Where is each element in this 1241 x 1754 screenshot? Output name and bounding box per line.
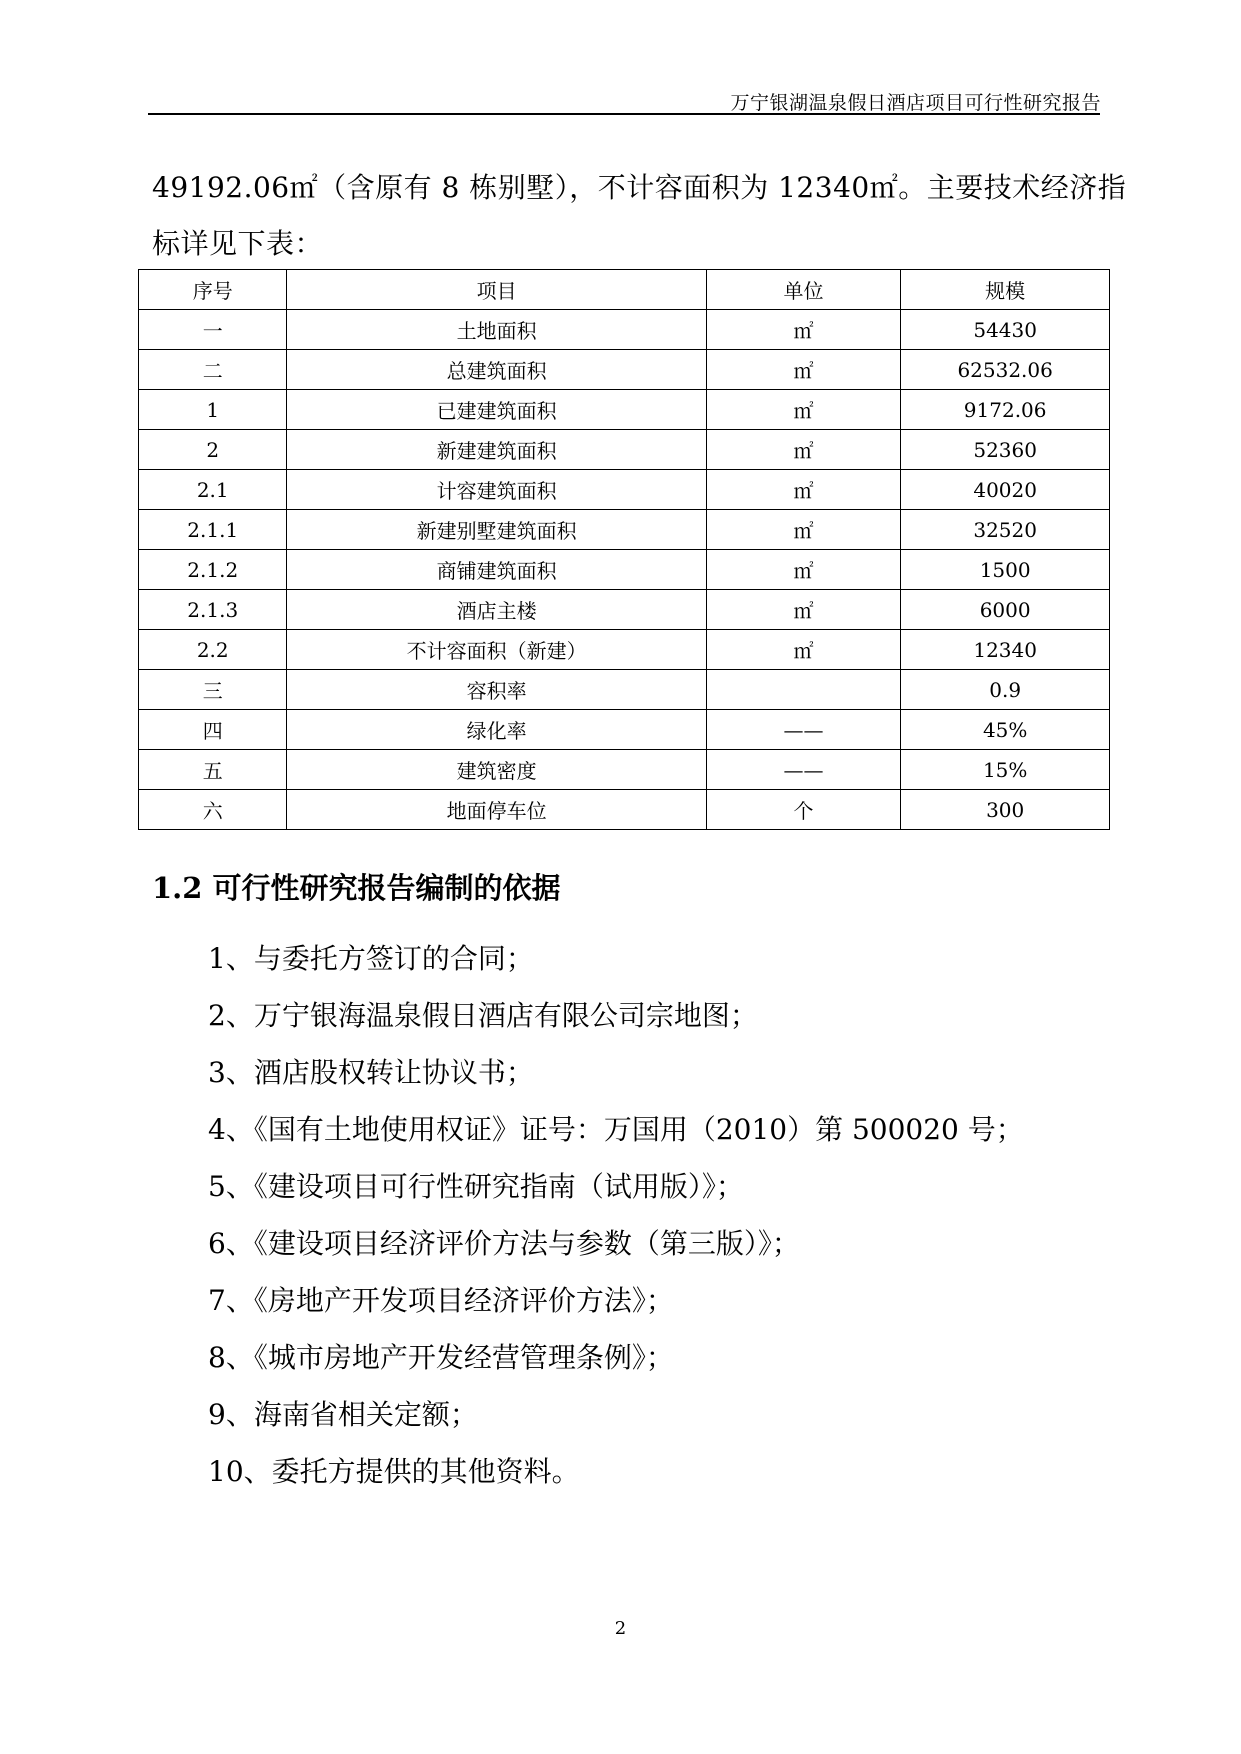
page-number: 2 xyxy=(614,1618,627,1639)
list-item: 4、《国有土地使用权证》证号：万国用（2010）第 500020 号； xyxy=(208,1113,1024,1146)
cell-scale: 45% xyxy=(901,710,1110,750)
list-item: 10、委托方提供的其他资料。 xyxy=(208,1455,580,1488)
cell-item: 土地面积 xyxy=(287,310,706,350)
technical-economic-indicators-table xyxy=(138,269,1110,830)
table-row xyxy=(139,390,1110,430)
table-row xyxy=(139,750,1110,790)
list-item: 2、万宁银海温泉假日酒店有限公司宗地图； xyxy=(208,999,758,1032)
cell-item: 不计容面积（新建） xyxy=(287,630,706,670)
cell-number: 2.1.3 xyxy=(139,590,287,630)
cell-unit: ㎡ xyxy=(706,550,901,590)
column-header-number: 序号 xyxy=(139,270,287,310)
cell-number: 五 xyxy=(139,750,287,790)
list-item: 1、与委托方签订的合同； xyxy=(208,942,534,975)
cell-unit xyxy=(706,670,901,710)
basis-list xyxy=(208,930,1024,1500)
cell-item: 地面停车位 xyxy=(287,790,706,830)
intro-line-2: 标详见下表： xyxy=(152,227,324,260)
list-item: 6、《建设项目经济评价方法与参数（第三版）》； xyxy=(208,1227,800,1260)
table-row xyxy=(139,430,1110,470)
list-item: 7、《房地产开发项目经济评价方法》； xyxy=(208,1284,674,1317)
table-header-row xyxy=(139,270,1110,310)
cell-number: 2.1.2 xyxy=(139,550,287,590)
cell-unit: ㎡ xyxy=(706,470,901,510)
cell-item: 建筑密度 xyxy=(287,750,706,790)
cell-scale: 15% xyxy=(901,750,1110,790)
table-row xyxy=(139,790,1110,830)
cell-unit: ㎡ xyxy=(706,630,901,670)
cell-unit: ㎡ xyxy=(706,510,901,550)
cell-item: 计容建筑面积 xyxy=(287,470,706,510)
cell-scale: 0.9 xyxy=(901,670,1110,710)
cell-unit: ㎡ xyxy=(706,310,901,350)
table-row xyxy=(139,630,1110,670)
cell-number: 四 xyxy=(139,710,287,750)
cell-scale: 54430 xyxy=(901,310,1110,350)
intro-paragraph xyxy=(152,160,1127,272)
cell-scale: 9172.06 xyxy=(901,390,1110,430)
intro-line-1: 49192.06㎡（含原有 8 栋别墅），不计容面积为 12340㎡。主要技术经济指 xyxy=(152,171,1127,204)
cell-scale: 40020 xyxy=(901,470,1110,510)
table-row xyxy=(139,510,1110,550)
table-row xyxy=(139,670,1110,710)
cell-item: 容积率 xyxy=(287,670,706,710)
cell-scale: 32520 xyxy=(901,510,1110,550)
column-header-unit: 单位 xyxy=(706,270,901,310)
cell-scale: 12340 xyxy=(901,630,1110,670)
list-item: 8、《城市房地产开发经营管理条例》； xyxy=(208,1341,674,1374)
table-row xyxy=(139,590,1110,630)
cell-number: 2.1 xyxy=(139,470,287,510)
table-row xyxy=(139,470,1110,510)
cell-scale: 52360 xyxy=(901,430,1110,470)
cell-number: 2 xyxy=(139,430,287,470)
cell-item: 新建建筑面积 xyxy=(287,430,706,470)
table-row xyxy=(139,550,1110,590)
table-body xyxy=(139,310,1110,830)
section-title: 1.2 可行性研究报告编制的依据 xyxy=(152,871,561,905)
cell-scale: 1500 xyxy=(901,550,1110,590)
cell-item: 商铺建筑面积 xyxy=(287,550,706,590)
cell-unit: —— xyxy=(706,750,901,790)
header-divider xyxy=(148,113,1100,115)
column-header-scale: 规模 xyxy=(901,270,1110,310)
cell-item: 酒店主楼 xyxy=(287,590,706,630)
cell-scale: 300 xyxy=(901,790,1110,830)
table-row xyxy=(139,710,1110,750)
cell-item: 绿化率 xyxy=(287,710,706,750)
cell-item: 总建筑面积 xyxy=(287,350,706,390)
cell-number: 六 xyxy=(139,790,287,830)
cell-scale: 6000 xyxy=(901,590,1110,630)
list-item: 3、酒店股权转让协议书； xyxy=(208,1056,534,1089)
column-header-item: 项目 xyxy=(287,270,706,310)
cell-number: 三 xyxy=(139,670,287,710)
running-header: 万宁银湖温泉假日酒店项目可行性研究报告 xyxy=(730,92,1101,114)
cell-unit: ㎡ xyxy=(706,430,901,470)
cell-item: 新建别墅建筑面积 xyxy=(287,510,706,550)
cell-number: 1 xyxy=(139,390,287,430)
table-row xyxy=(139,310,1110,350)
cell-scale: 62532.06 xyxy=(901,350,1110,390)
cell-number: 二 xyxy=(139,350,287,390)
list-item: 9、海南省相关定额； xyxy=(208,1398,478,1431)
table-row xyxy=(139,350,1110,390)
cell-unit: ㎡ xyxy=(706,590,901,630)
cell-unit: ㎡ xyxy=(706,350,901,390)
cell-number: 一 xyxy=(139,310,287,350)
cell-unit: —— xyxy=(706,710,901,750)
cell-number: 2.2 xyxy=(139,630,287,670)
cell-item: 已建建筑面积 xyxy=(287,390,706,430)
cell-unit: 个 xyxy=(706,790,901,830)
list-item: 5、《建设项目可行性研究指南（试用版）》； xyxy=(208,1170,744,1203)
cell-number: 2.1.1 xyxy=(139,510,287,550)
cell-unit: ㎡ xyxy=(706,390,901,430)
